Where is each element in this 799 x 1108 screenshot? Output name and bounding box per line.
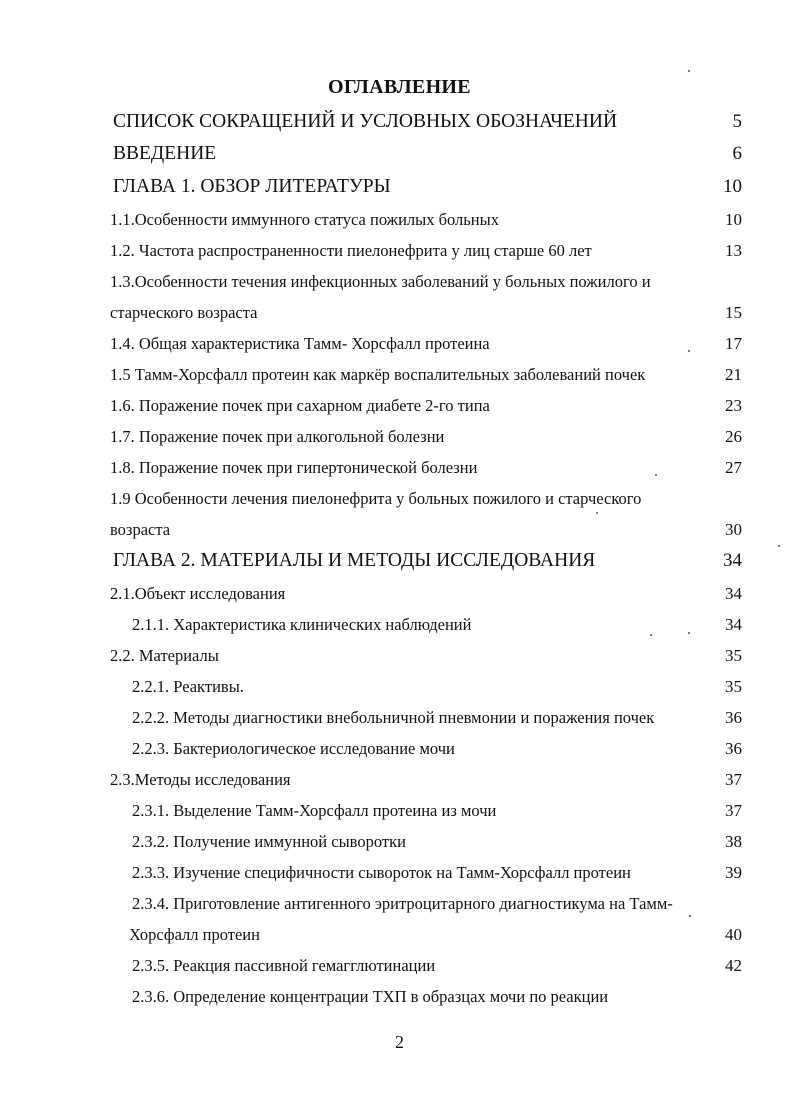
toc-entry-page: 10 — [725, 210, 742, 229]
scan-speck — [596, 512, 598, 514]
toc-entry-text: ВВЕДЕНИЕ — [113, 143, 217, 164]
toc-entry-text: 1.7. Поражение почек при алкогольной болезни — [110, 427, 445, 446]
toc-entry — [0, 609, 799, 640]
toc-entry — [0, 919, 799, 950]
toc-entry-page: 30 — [725, 520, 742, 539]
toc-entry-text: ГЛАВА 1. ОБЗОР ЛИТЕРАТУРЫ — [113, 176, 391, 197]
toc-entry — [0, 950, 799, 981]
scan-speck — [655, 474, 657, 476]
toc-entry-text: 2.2.2. Методы диагностики внебольничной пневмонии и поражения почек — [132, 708, 655, 727]
toc-entry-page: 34 — [725, 584, 742, 603]
toc-entry — [0, 106, 799, 137]
toc-entry — [0, 671, 799, 702]
toc-entry — [0, 452, 799, 483]
toc-entry — [0, 204, 799, 235]
toc-entry-page: 37 — [725, 770, 742, 789]
toc-entry-text: 2.2.3. Бактериологическое исследование мочи — [132, 739, 455, 758]
toc-entry-text: ГЛАВА 2. МАТЕРИАЛЫ И МЕТОДЫ ИССЛЕДОВАНИЯ — [113, 550, 596, 571]
toc-entry-text: СПИСОК СОКРАЩЕНИЙ И УСЛОВНЫХ ОБОЗНАЧЕНИЙ — [113, 111, 618, 132]
toc-entry-page: 36 — [725, 708, 742, 727]
toc-entry-text: старческого возраста — [110, 303, 258, 322]
toc-entry-text: 2.1.Объект исследования — [110, 584, 286, 603]
toc-entry — [0, 857, 799, 888]
toc-entry-text: 2.3.3. Изучение специфичности сывороток на Тамм-Хорсфалл протеин — [132, 863, 631, 882]
toc-entry — [0, 171, 799, 202]
toc-entry — [0, 235, 799, 266]
toc-entry — [0, 764, 799, 795]
toc-entry — [0, 826, 799, 857]
toc-entry-text: 2.2. Материалы — [110, 646, 219, 665]
toc-entry-page: 42 — [725, 956, 742, 975]
toc-entry — [0, 733, 799, 764]
toc-entry-page: 21 — [725, 365, 742, 384]
toc-entry-text: 1.2. Частота распространенности пиелонефрита у лиц старше 60 лет — [110, 241, 592, 260]
toc-entry — [0, 138, 799, 169]
toc-entry-page: 23 — [725, 396, 742, 415]
toc-entry-text: возраста — [110, 520, 171, 539]
toc-entry-text: 2.3.Методы исследования — [110, 770, 291, 789]
scan-speck — [688, 70, 690, 72]
scan-speck — [688, 350, 690, 352]
toc-entry — [0, 545, 799, 576]
toc-entry — [0, 359, 799, 390]
toc-entry-text: 2.2.1. Реактивы. — [132, 677, 244, 696]
toc-entry-page: 10 — [723, 176, 742, 197]
toc-entry-page: 6 — [732, 143, 742, 164]
toc-entry — [0, 514, 799, 545]
toc-entry-text: 2.3.2. Получение иммунной сыворотки — [132, 832, 406, 851]
toc-entry-page: 37 — [725, 801, 742, 820]
toc-entry-page: 17 — [725, 334, 742, 353]
toc-entry-text: 2.3.4. Приготовление антигенного эритроцитарного диагностикума на Тамм- — [132, 894, 673, 913]
toc-entry-text: 2.3.6. Определение концентрации ТХП в образцах мочи по реакции — [132, 987, 609, 1006]
toc-entry-page: 5 — [732, 111, 742, 132]
toc-entry-page: 15 — [725, 303, 742, 322]
scan-speck — [689, 915, 691, 917]
toc-entry — [0, 795, 799, 826]
toc-entry-text: Хорсфалл протеин — [129, 925, 260, 944]
toc-entry-page: 34 — [723, 550, 742, 571]
scan-speck — [778, 545, 780, 547]
toc-entry-text: 1.9 Особенности лечения пиелонефрита у больных пожилого и старческого — [110, 489, 642, 508]
scan-speck — [688, 632, 690, 634]
toc-entry — [0, 297, 799, 328]
toc-entry — [0, 578, 799, 609]
toc-entry-page: 34 — [725, 615, 742, 634]
toc-entry-page: 26 — [725, 427, 742, 446]
toc-entry-page: 40 — [725, 925, 742, 944]
page-title: ОГЛАВЛЕНИЕ — [328, 76, 471, 98]
toc-entry-text: 1.1.Особенности иммунного статуса пожилых больных — [110, 210, 499, 229]
toc-entry-page: 13 — [725, 241, 742, 260]
toc-entry-text: 1.8. Поражение почек при гипертонической болезни — [110, 458, 478, 477]
toc-entry-text: 1.3.Особенности течения инфекционных заболеваний у больных пожилого и — [110, 272, 651, 291]
toc-entry-text: 1.4. Общая характеристика Тамм- Хорсфалл протеина — [110, 334, 490, 353]
toc-entry-text: 1.6. Поражение почек при сахарном диабете 2-го типа — [110, 396, 490, 415]
toc-entry-text: 2.3.1. Выделение Тамм-Хорсфалл протеина из мочи — [132, 801, 497, 820]
toc-entry — [0, 888, 799, 919]
toc-entry — [0, 981, 799, 1012]
toc-entry-page: 39 — [725, 863, 742, 882]
toc-entry-page: 27 — [725, 458, 742, 477]
toc-entry-page: 35 — [725, 677, 742, 696]
toc-entry-text: 1.5 Тамм-Хорсфалл протеин как маркёр воспалительных заболеваний почек — [110, 365, 646, 384]
toc-entry-text: 2.1.1. Характеристика клинических наблюдений — [132, 615, 472, 634]
toc-entry-text: 2.3.5. Реакция пассивной гемагглютинации — [132, 956, 436, 975]
toc-entry — [0, 390, 799, 421]
toc-entry — [0, 483, 799, 514]
toc-entry — [0, 702, 799, 733]
toc-entry — [0, 328, 799, 359]
page-number: 2 — [395, 1032, 404, 1052]
toc-entry-page: 38 — [725, 832, 742, 851]
toc-entry-page: 35 — [725, 646, 742, 665]
toc-entry — [0, 421, 799, 452]
scan-speck — [650, 634, 652, 636]
toc-entry-page: 36 — [725, 739, 742, 758]
toc-entry — [0, 640, 799, 671]
toc-entry — [0, 266, 799, 297]
